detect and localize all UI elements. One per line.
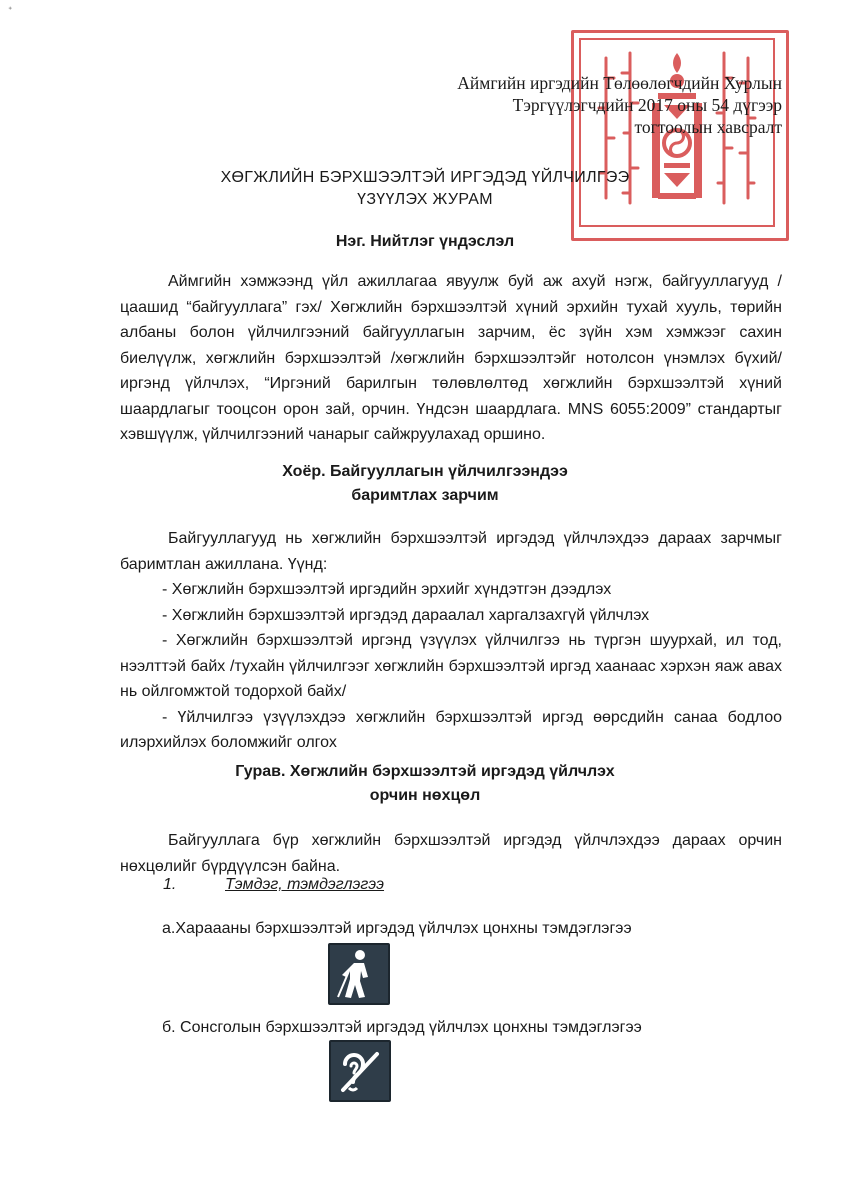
sub-item-b: б. Сонсголын бэрхшээлтэй иргэдэд үйлчлэх цонхны тэмдэглэгээ: [162, 1019, 642, 1036]
section-3-heading-line-1: Гурав. Хөгжлийн бэрхшээлтэй иргэдэд үйлчлэх: [235, 763, 615, 780]
section-1-body: Аймгийн хэмжээнд үйл ажиллагаа явуулж буй аж ахуй нэгж, байгууллагууд /цаашид “байгууллага” гэх/ Хөгжлийн бэрхшээлтэй хүний эрхийн тухай хууль, төрийн албаны болон үйлчилгээний байгууллагын зарчим, ёс зүйн хэм хэмжээг сахин биелүүлж, хөгжлийн бэрхшээлтэй /хөгжлийн бэрхшээлтэйг нотолсон үнэмлэх бүхий/ иргэнд үйлчлэх, “Иргэний барилгын төлөвлөлтөд хөгжлийн бэрхшээлтэй хүний шаардлагыг тооцсон орон зай, орчин. Үндсэн шаардлага. MNS 6055:2009” стандартыг хэвшүүлж, үйлчилгээний чанарыг сайжруулахад оршино.: [120, 273, 782, 443]
title-line-1: ХӨГЖЛИЙН БЭРХШЭЭЛТЭЙ ИРГЭДЭД ҮЙЛЧИЛГЭЭ: [220, 169, 630, 186]
document-title: [0, 167, 850, 211]
sub-item-a: а.Хараааны бэрхшээлтэй иргэдэд үйлчлэх цонхны тэмдэглэгээ: [162, 920, 632, 937]
section-2-heading: [0, 460, 850, 508]
list-item: - Хөгжлийн бэрхшээлтэй иргэдийн эрхийг хүндэтгэн дээдлэх: [162, 581, 612, 598]
section-2-heading-line-2: баримтлах зарчим: [351, 487, 499, 504]
section-3-heading: [0, 760, 850, 808]
header-line-1: Аймгийн иргэдийн Төлөөлөгчдийн Хурлын: [457, 73, 782, 93]
hearing-impaired-icon: [329, 1040, 391, 1102]
title-line-2: ҮЗҮҮЛЭХ ЖУРАМ: [357, 191, 493, 208]
section-3-intro: Байгууллага бүр хөгжлийн бэрхшээлтэй иргэдэд үйлчлэхдээ дараах орчин нөхцөлийг бүрдүүлсэн байна.: [120, 832, 782, 875]
corner-mark: ᐩ: [8, 5, 13, 17]
item-label: Тэмдэг, тэмдэглэгээ: [225, 876, 385, 893]
header-reference: [362, 72, 782, 138]
section-2-heading-line-1: Хоёр. Байгууллагын үйлчилгээндээ: [282, 463, 568, 480]
numbered-item-1: [163, 876, 384, 894]
section-1-heading: Нэг. Нийтлэг үндэслэл: [335, 233, 515, 250]
section-2-intro: Байгууллагууд нь хөгжлийн бэрхшээлтэй иргэдэд үйлчлэхдээ дараах зарчмыг баримтлан ажиллана. Үүнд:: [120, 530, 782, 573]
list-item: - Хөгжлийн бэрхшээлтэй иргэнд үзүүлэх үйлчилгээ нь түргэн шуурхай, ил тод, нээлттэй байх /тухайн үйлчилгээг хөгжлийн бэрхшээлтэй иргэд хаанаас хэрхэн яаж авах нь ойлгомжтой тодорхой байх/: [120, 632, 782, 700]
list-item: - Үйлчилгээ үзүүлэхдээ хөгжлийн бэрхшээлтэй иргэд өөрсдийн санаа бодлоо илэрхийлэх боломжийг олгох: [120, 708, 782, 751]
header-line-2: Тэргүүлэгчдийн 2017 оны 54 дүгээр: [512, 95, 782, 115]
item-number: 1.: [163, 876, 177, 893]
blind-person-icon: [328, 943, 390, 1005]
section-3-heading-line-2: орчин нөхцөл: [369, 787, 481, 804]
section-2-body: [120, 526, 782, 756]
header-line-3: тогтоолын хавсралт: [634, 117, 782, 137]
list-item: - Хөгжлийн бэрхшээлтэй иргэдэд дараалал харгалзахгүй үйлчлэх: [162, 606, 650, 624]
